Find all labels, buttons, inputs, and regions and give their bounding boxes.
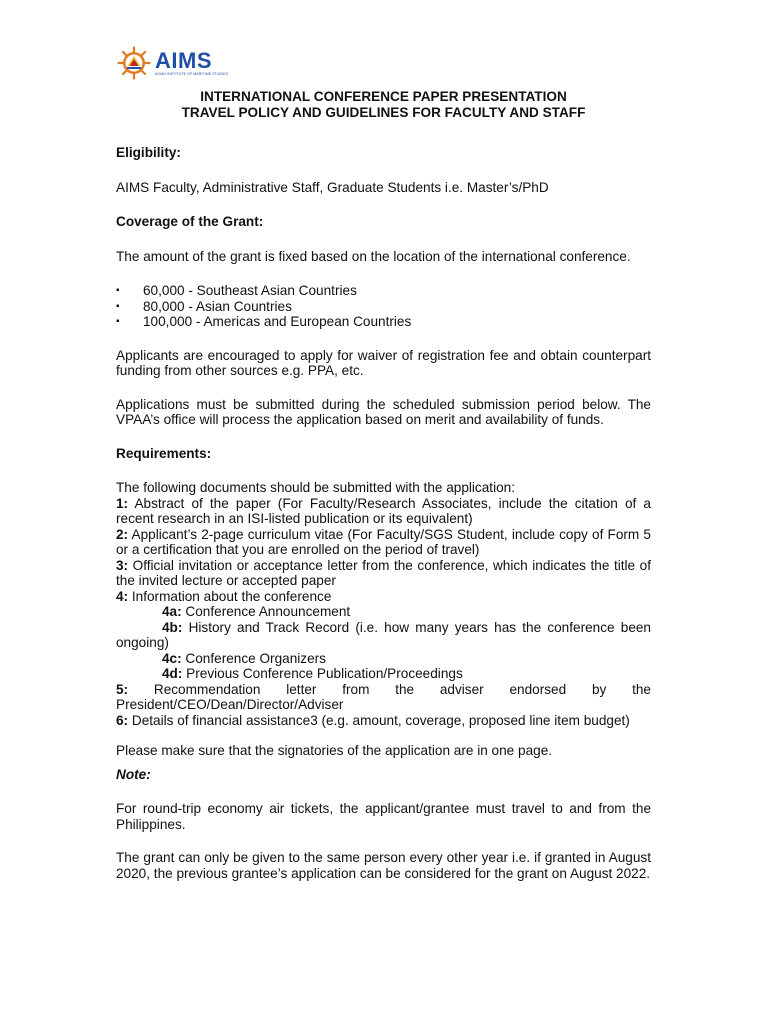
- sub-requirement-number: 4c:: [162, 650, 182, 666]
- requirement-number: 4:: [116, 588, 129, 604]
- requirement-text: Abstract of the paper (For Faculty/Research Associates, include the citation of a recent research in an ISI-listed publication or its equivalent): [116, 495, 651, 526]
- requirement-text: Details of financial assistance3 (e.g. amount, coverage, proposed line item budget): [128, 712, 630, 728]
- coverage-heading: Coverage of the Grant:: [116, 214, 264, 229]
- requirement-number: 3:: [116, 557, 129, 573]
- sub-requirement-text: Conference Organizers: [181, 650, 326, 666]
- sub-requirement-text: Conference Announcement: [181, 604, 351, 619]
- submission-paragraph: Applications must be submitted during the scheduled submission period below. The VPAA’s office will process the application based on merit and availability of funds.: [116, 396, 651, 427]
- logo-name: AIMS: [155, 47, 212, 73]
- requirement-item: [116, 496, 651, 527]
- grant-frequency-paragraph: The grant can only be given to the same person every other year i.e. if granted in August 2020, the previous grantee’s application can be considered for the grant on August 2022.: [116, 850, 651, 881]
- sub-requirement-item: [116, 666, 651, 682]
- list-item: ▪ 60,000 - Southeast Asian Countries: [116, 283, 651, 299]
- sub-requirement-item: [116, 604, 651, 620]
- aims-emblem-icon: [117, 46, 151, 80]
- document-body: [116, 89, 651, 881]
- list-item: ▪ 80,000 - Asian Countries: [116, 299, 651, 315]
- requirement-text: Official invitation or acceptance letter from the conference, which indicates the title of the invited lecture or accepted paper: [116, 557, 651, 588]
- sub-requirement-number: 4b:: [162, 619, 183, 635]
- coverage-intro: The amount of the grant is fixed based on the location of the international conference.: [116, 248, 631, 264]
- logo-subtitle: ASIAN INSTITUTE OF MARITIME STUDIES: [155, 71, 229, 76]
- sub-requirement-item: [116, 620, 651, 651]
- aims-logo: [117, 44, 228, 82]
- requirement-number: 1:: [116, 495, 129, 511]
- requirement-number: 2:: [116, 526, 129, 542]
- requirements-heading: Requirements:: [116, 445, 212, 461]
- requirement-item: [116, 713, 651, 729]
- eligibility-text: AIMS Faculty, Administrative Staff, Graduate Students i.e. Master’s/PhD: [116, 179, 549, 195]
- eligibility-heading: Eligibility:: [116, 145, 181, 160]
- requirement-text: Recommendation letter from the adviser endorsed by the President/CEO/Dean/Director/Adviser: [116, 681, 651, 712]
- sub-requirement-item: [116, 651, 651, 667]
- airfare-paragraph: For round-trip economy air tickets, the applicant/grantee must travel to and from the Philippines.: [116, 801, 651, 832]
- requirement-number: 5:: [116, 681, 129, 697]
- list-item: ▪ 100,000 - Americas and European Countries: [116, 314, 651, 330]
- sub-requirement-text: History and Track Record (i.e. how many years has the conference been ongoing): [116, 619, 651, 650]
- sub-requirement-number: 4d:: [162, 666, 183, 681]
- requirement-item: [116, 527, 651, 558]
- requirement-text: Applicant’s 2-page curriculum vitae (For Faculty/SGS Student, include copy of Form 5 or a certification that you are enrolled on the period of travel): [116, 526, 651, 557]
- title-line-1: INTERNATIONAL CONFERENCE PAPER PRESENTATION: [200, 89, 567, 104]
- document-title: [116, 89, 651, 120]
- sub-requirement-number: 4a:: [162, 604, 182, 619]
- waiver-paragraph: Applicants are encouraged to apply for waiver of registration fee and obtain counterpart funding from other sources e.g. PPA, etc.: [116, 347, 651, 378]
- requirement-item: [116, 589, 651, 605]
- coverage-list: [116, 283, 651, 330]
- title-line-2: TRAVEL POLICY AND GUIDELINES FOR FACULTY AND STAFF: [181, 104, 586, 120]
- requirement-item: [116, 682, 651, 713]
- signatories-note: Please make sure that the signatories of the application are in one page.: [116, 743, 553, 758]
- requirement-number: 6:: [116, 712, 129, 728]
- requirement-text: Information about the conference: [128, 588, 332, 604]
- requirement-item: [116, 558, 651, 589]
- sub-requirement-text: Previous Conference Publication/Proceedings: [182, 666, 463, 681]
- note-heading: Note:: [116, 766, 151, 782]
- requirements-intro: The following documents should be submitted with the application:: [116, 480, 515, 495]
